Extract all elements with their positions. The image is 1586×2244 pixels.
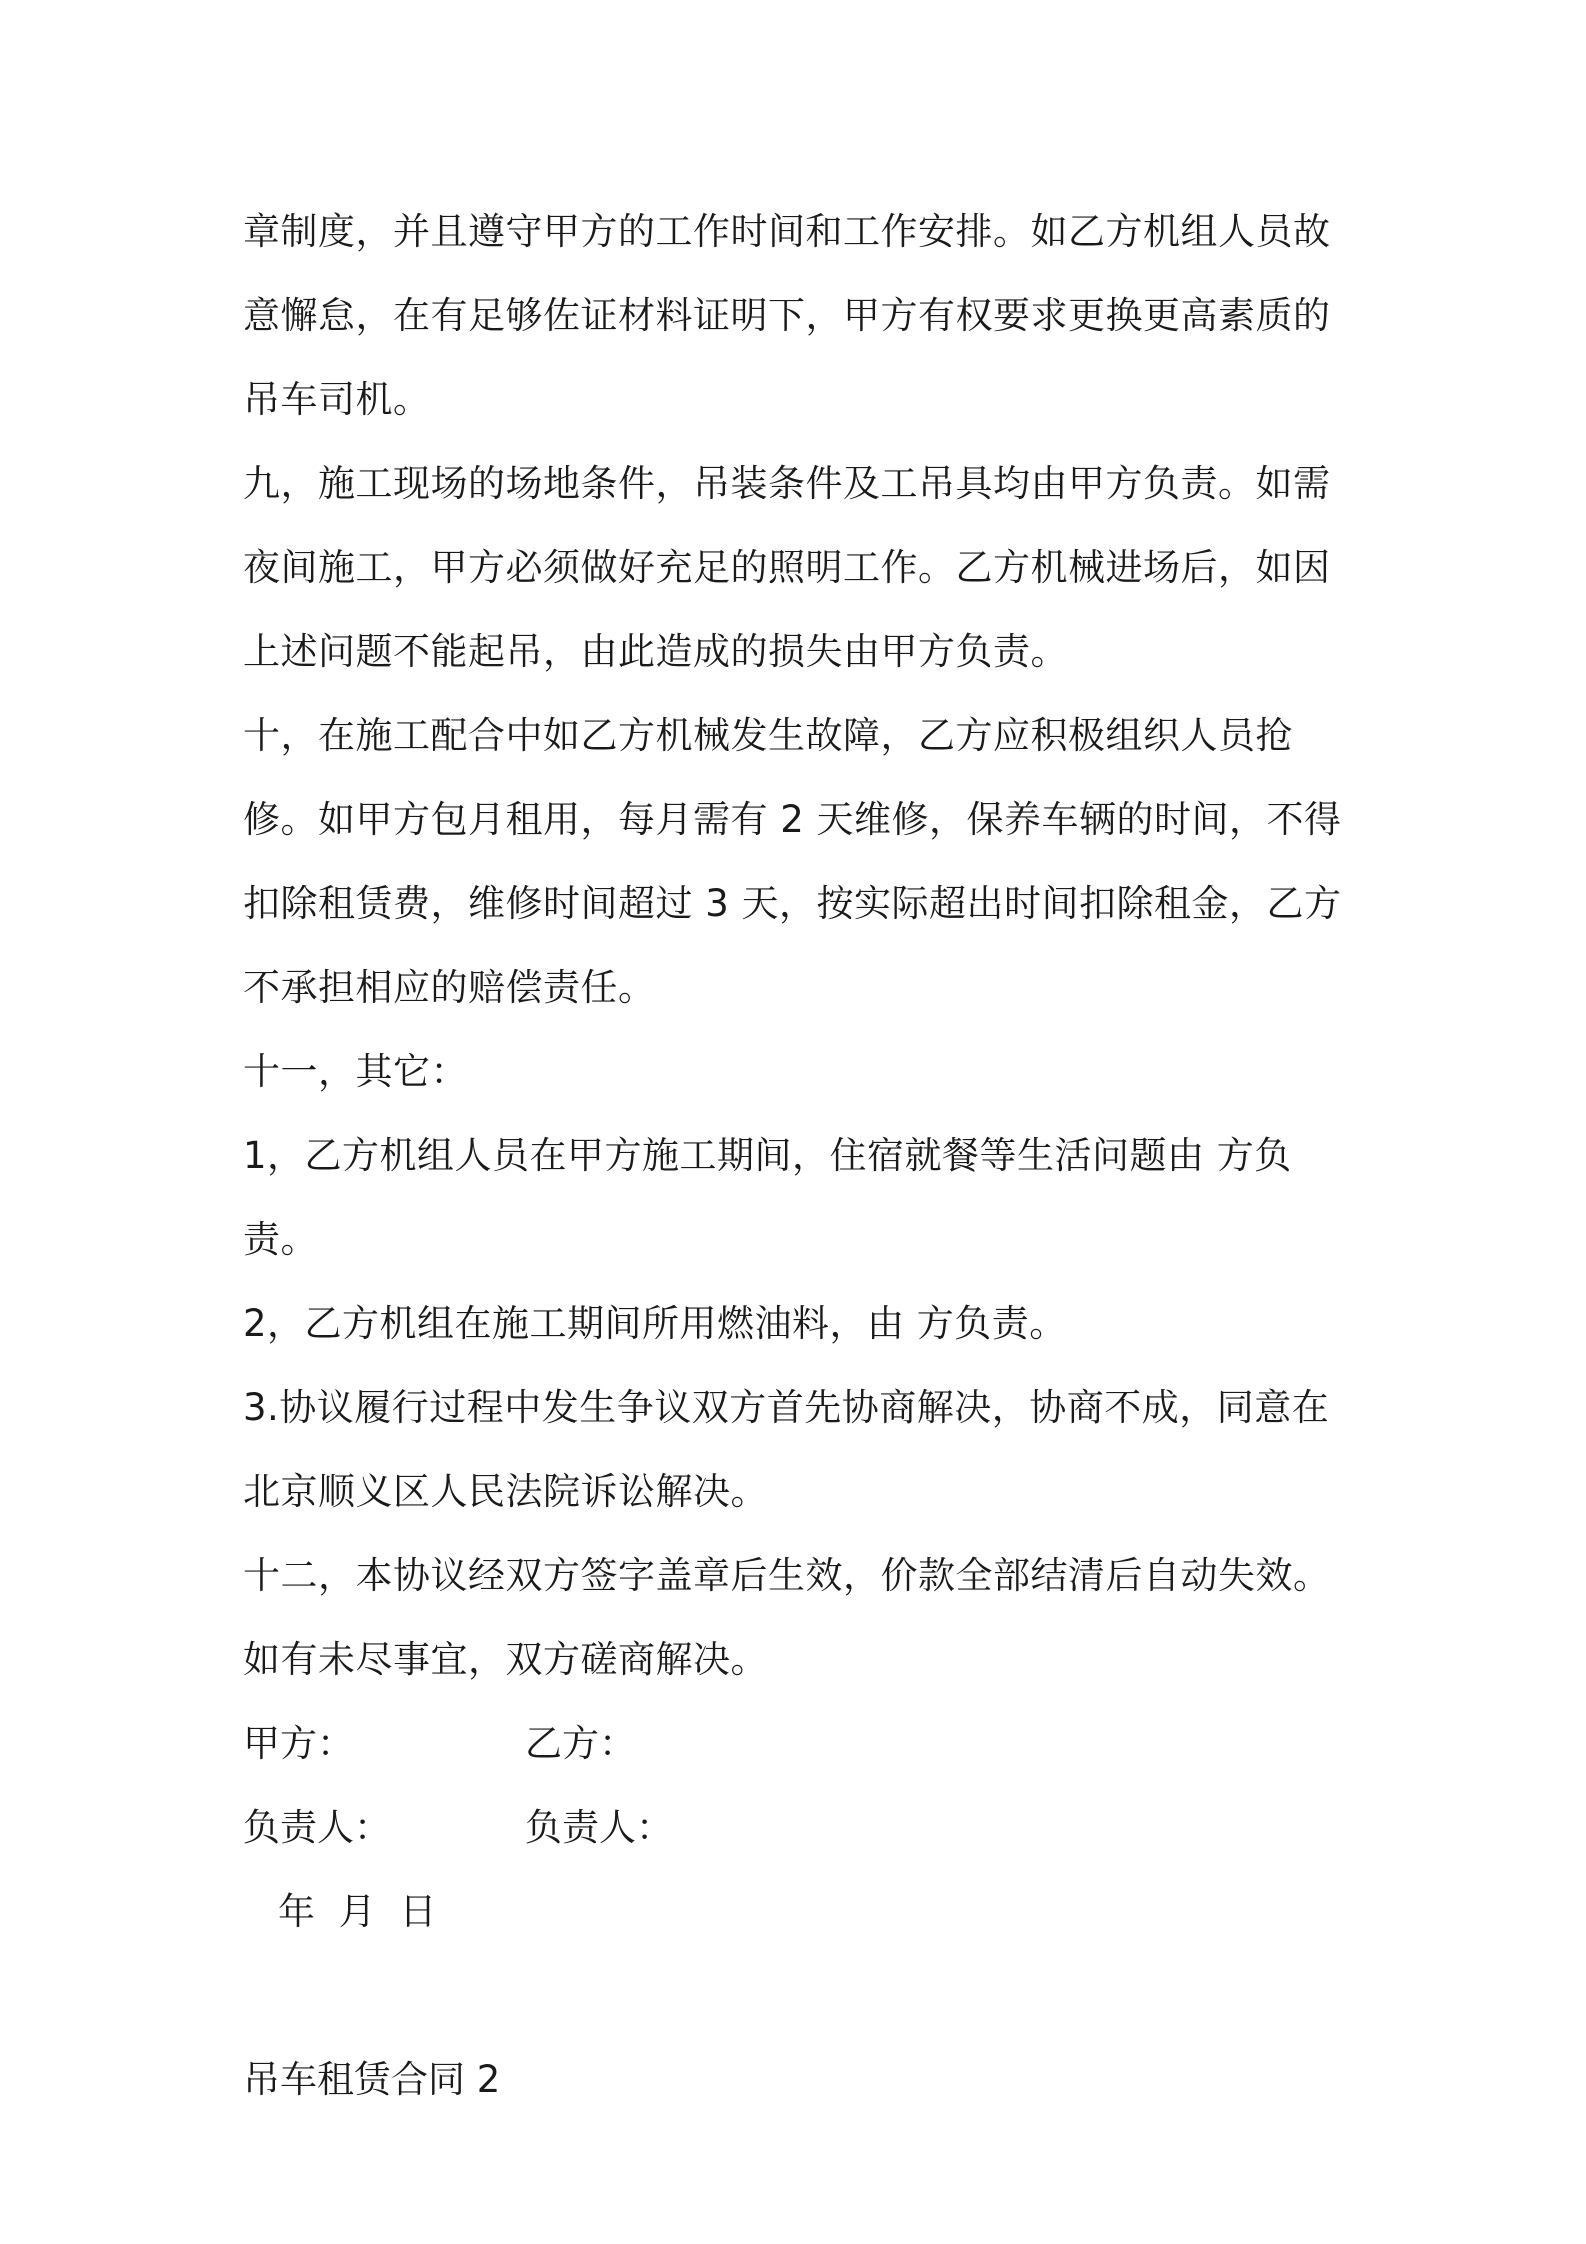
paragraph-clause-9: 九，施工现场的场地条件，吊装条件及工吊具均由甲方负责。如需夜间施工，甲方必须做好充足的照明工作。乙方机械进场后，如因上述问题不能起吊，由此造成的损失由甲方负责。 <box>243 462 1331 673</box>
party-a-label: 甲方： <box>243 1722 354 1765</box>
paragraph-clause-11-item-2: 2，乙方机组在施工期间所用燃油料，由 方负责。 <box>243 1302 1067 1345</box>
paragraph-rules-continuation: 章制度，并且遵守甲方的工作时间和工作安排。如乙方机组人员故意懈怠，在有足够佐证材料证明下，甲方有权要求更换更高素质的吊车司机。 <box>243 210 1331 421</box>
paragraph-clause-10: 十，在施工配合中如乙方机械发生故障，乙方应积极组织人员抢修。如甲方包月租用，每月需有 2 天维修，保养车辆的时间，不得扣除租赁费，维修时间超过 3 天，按实际超出时间扣除租金，乙方不承担相应的赔偿责任。 <box>243 714 1342 1009</box>
person-b-label: 负责人： <box>525 1806 673 1849</box>
document-body <box>243 190 1358 2122</box>
paragraph-clause-11-item-1: 1，乙方机组人员在甲方施工期间，住宿就餐等生活问题由 方负责。 <box>243 1134 1292 1261</box>
signature-party-row <box>243 1702 1358 1786</box>
blank-line <box>243 1954 1358 2038</box>
next-contract-title: 吊车租赁合同 2 <box>243 2058 501 2101</box>
paragraph-clause-11-heading: 十一，其它： <box>243 1050 468 1093</box>
paragraph-clause-11-item-3: 3.协议履行过程中发生争议双方首先协商解决，协商不成，同意在北京顺义区人民法院诉讼解决。 <box>243 1386 1330 1513</box>
date-line: 年 月 日 <box>278 1890 437 1933</box>
person-a-label: 负责人： <box>243 1806 391 1849</box>
party-b-label: 乙方： <box>525 1722 636 1765</box>
signature-person-row <box>243 1786 1358 1870</box>
paragraph-clause-12: 十二，本协议经双方签字盖章后生效，价款全部结清后自动失效。如有未尽事宜，双方磋商解决。 <box>243 1554 1331 1681</box>
